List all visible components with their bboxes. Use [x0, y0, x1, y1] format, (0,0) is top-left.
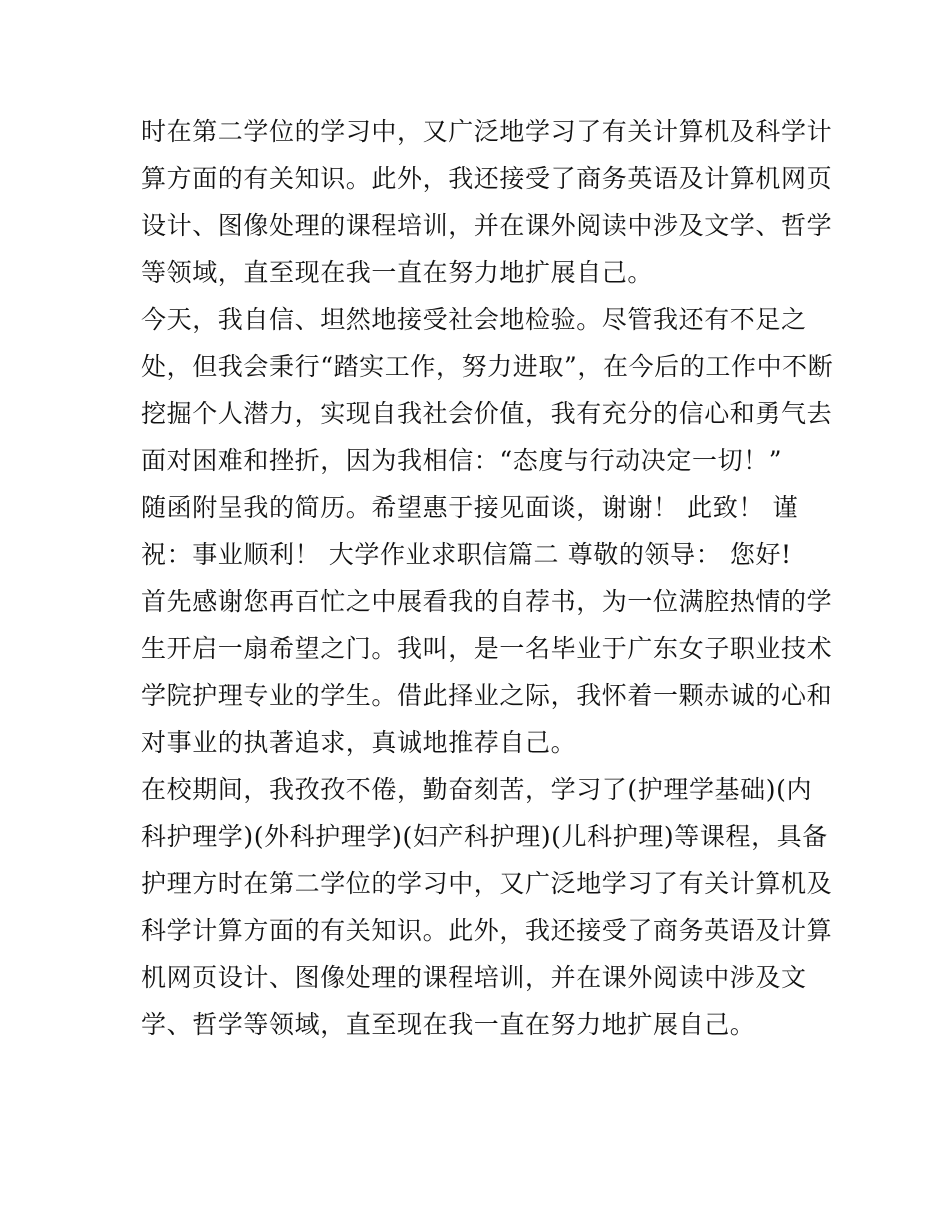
text-line: 等领域，直至现在我一直在努力地扩展自己。 — [141, 258, 654, 287]
text-line: 设计、图像处理的课程培训，并在课外阅读中涉及文学、哲学 — [141, 211, 833, 240]
text-line: 首先感谢您再百忙之中展看我的自荐书，为一位满腔热情的学 — [141, 587, 833, 616]
text-line: 处，但我会秉行“踏实工作，努力进取”，在今后的工作中不断 — [141, 352, 834, 381]
text-line: 在校期间，我孜孜不倦，勤奋刻苦，学习了(护理学基础)(内 — [141, 775, 813, 804]
text-line: 今天，我自信、坦然地接受社会地检验。尽管我还有不足之 — [141, 305, 807, 334]
text-line: 面对困难和挫折，因为我相信：“态度与行动决定一切！” — [141, 446, 783, 475]
text-line: 随函附呈我的简历。希望惠于接见面谈，谢谢！ 此致！ 谨 — [141, 493, 799, 522]
text-line: 护理方时在第二学位的学习中，又广泛地学习了有关计算机及 — [141, 869, 833, 898]
text-line: 挖掘个人潜力，实现自我社会价值，我有充分的信心和勇气去 — [141, 399, 833, 428]
text-line: 科学计算方面的有关知识。此外，我还接受了商务英语及计算 — [141, 916, 833, 945]
body-text — [141, 108, 834, 1048]
text-line: 对事业的执著追求，真诚地推荐自己。 — [141, 728, 577, 757]
text-line: 祝：事业顺利！ 大学作业求职信篇二 尊敬的领导： 您好! — [141, 540, 792, 569]
text-line: 时在第二学位的学习中，又广泛地学习了有关计算机及科学计 — [141, 117, 833, 146]
text-line: 机网页设计、图像处理的课程培训，并在课外阅读中涉及文 — [141, 963, 807, 992]
text-line: 学、哲学等领域，直至现在我一直在努力地扩展自己。 — [141, 1010, 756, 1039]
text-line: 算方面的有关知识。此外，我还接受了商务英语及计算机网页 — [141, 164, 833, 193]
text-line: 学院护理专业的学生。借此择业之际，我怀着一颗赤诚的心和 — [141, 681, 833, 710]
text-line: 生开启一扇希望之门。我叫，是一名毕业于广东女子职业技术 — [141, 634, 833, 663]
text-line: 科护理学)(外科护理学)(妇产科护理)(儿科护理)等课程，具备 — [141, 822, 828, 851]
